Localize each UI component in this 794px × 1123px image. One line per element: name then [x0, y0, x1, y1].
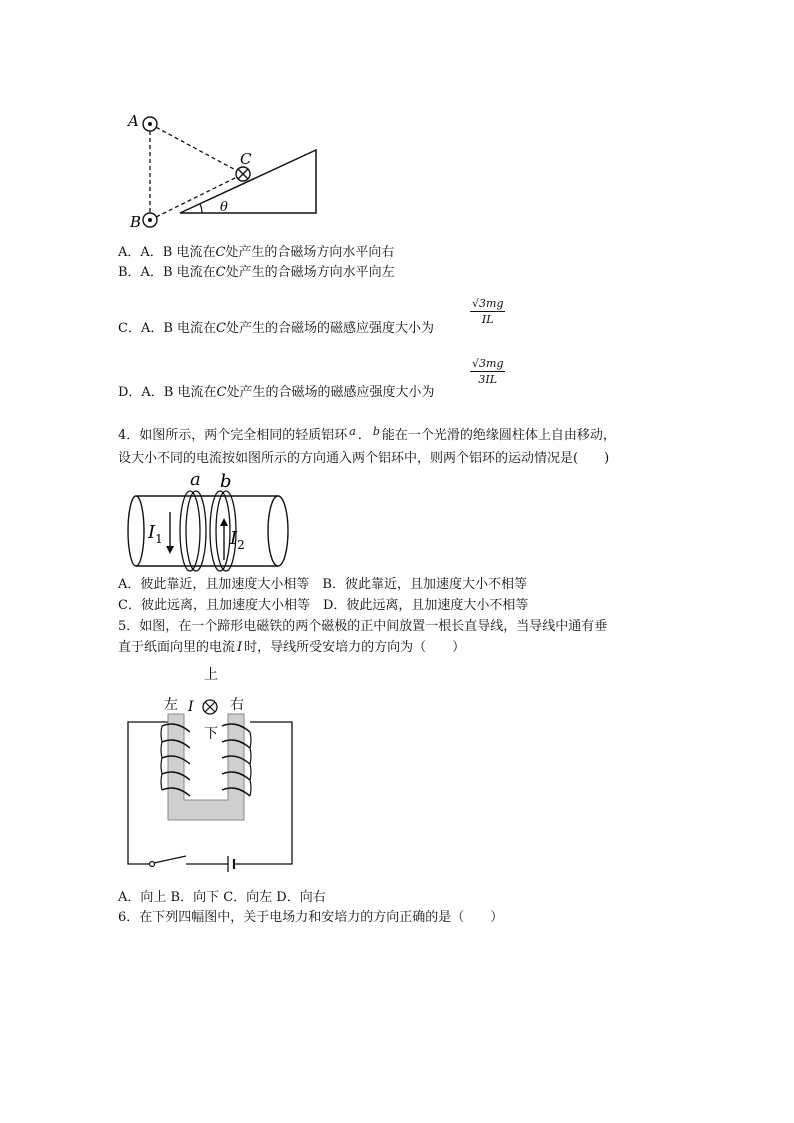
label-c: C — [240, 150, 252, 168]
fraction-c: $\frac{√3mg}{IL}$ — [472, 297, 504, 326]
figure-cylinder-rings — [120, 468, 300, 574]
label-theta: θ — [220, 200, 228, 215]
current-i2-label: $I_2$ — [230, 528, 245, 552]
current-i1-label: $I_1$ — [148, 522, 163, 546]
ring-b-label: b — [220, 471, 232, 492]
label-i: I — [188, 699, 194, 715]
option-c: C．A．B 电流在C处产生的合磁场的磁感应强度大小为 — [118, 321, 434, 336]
label-down: 下 — [204, 726, 218, 742]
label-left: 左 — [164, 697, 178, 713]
question-4-line-1: 4．如图所示，两个完全相同的轻质铝环 $^a$ ． $^b$ 能在一个光滑的绝缘圆柱体上自由移动， — [118, 425, 616, 443]
question-4-line-2: 设大小不同的电流按如图所示的方向通入两个铝环中，则两个铝环的运动情况是( ) — [118, 451, 610, 466]
fraction-d: $\frac{√3mg}{3IL}$ — [472, 357, 504, 386]
question-5-line-1: 5．如图，在一个蹄形电磁铁的两个磁极的正中间放置一根长直导线，当导线中通有垂 — [118, 619, 608, 634]
option-a: A．A．B 电流在C处产生的合磁场方向水平向右 — [118, 245, 395, 260]
question-6-line-1: 6．在下列四幅图中，关于电场力和安培力的方向正确的是（ ） — [118, 910, 504, 925]
label-right: 右 — [230, 697, 244, 713]
label-up: 上 — [204, 667, 218, 683]
ring-a-label: a — [190, 469, 201, 490]
option-b: B．A．B 电流在C处产生的合磁场方向水平向左 — [118, 265, 395, 280]
question-5-line-2: 直于纸面向里的电流 I 时，导线所受安培力的方向为（ ） — [118, 640, 466, 655]
label-b: B — [130, 213, 142, 231]
figure-incline-wires — [120, 108, 330, 234]
option-d: D．A．B 电流在C处产生的合磁场的磁感应强度大小为 — [118, 385, 435, 400]
figure-electromagnet — [120, 662, 300, 872]
question-5-options: A．向上 B．向下 C．向左 D．向右 — [118, 890, 326, 905]
question-4-options-ab: A．彼此靠近，且加速度大小相等 B．彼此靠近，且加速度大小不相等 — [118, 577, 527, 592]
question-4-options-cd: C．彼此远离，且加速度大小相等 D．彼此远离，且加速度大小不相等 — [118, 598, 529, 613]
label-a: A — [128, 112, 139, 130]
